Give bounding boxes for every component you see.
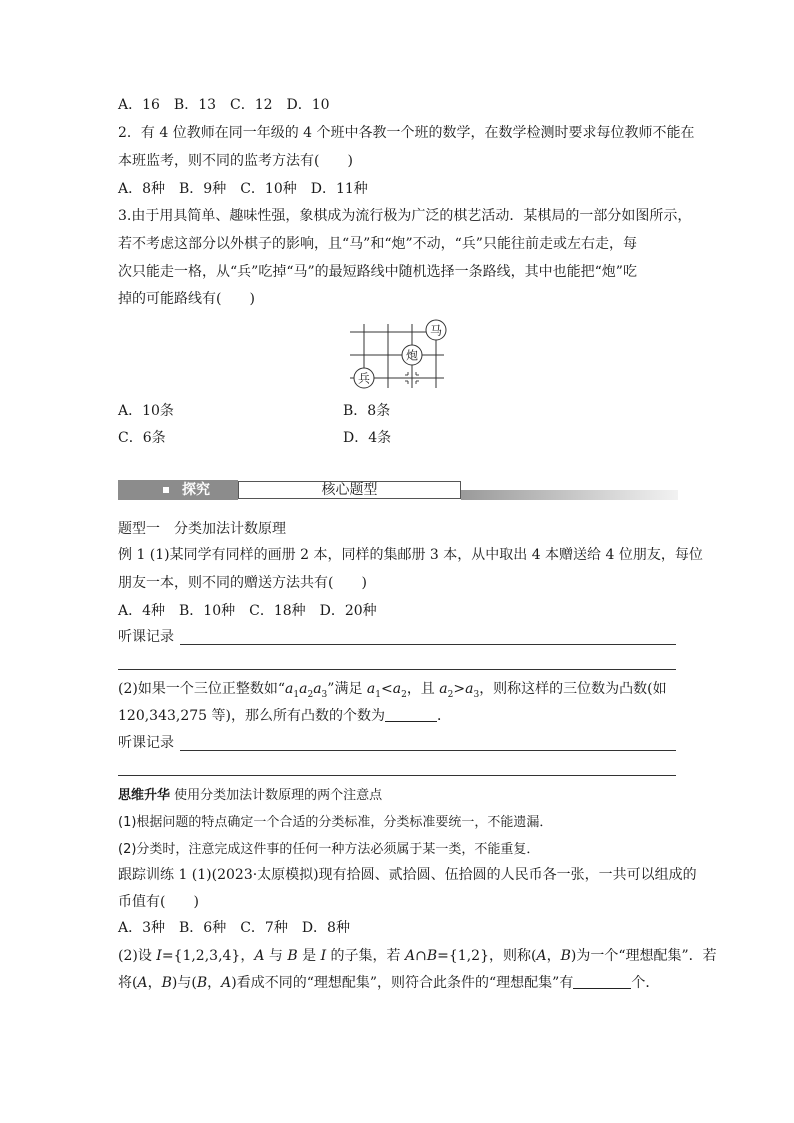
p2-text-b: ={1,2,3,4}， — [161, 948, 255, 964]
ex2-text-a: (2)如果一个三位正整数如“ — [118, 681, 285, 697]
ex2-line2-text: 120,343,275 等)，那么所有凸数的个数为 — [118, 708, 385, 724]
q3-option-b: B．8条 — [343, 403, 391, 419]
q3-line3: 次只能走一格，从“兵”吃掉“马”的最短路线中随机选择一条路线，其中也能把“炮”吃 — [118, 264, 637, 280]
q3-option-c: C．6条 — [118, 430, 166, 446]
q3-line2: 若不考虑这部分以外棋子的影响，且“马”和“炮”不动，“兵”只能往前走或左右走，每 — [118, 236, 637, 252]
soldier-label: 兵 — [357, 371, 371, 386]
cannon-piece — [402, 345, 422, 365]
q3-line4: 掉的可能路线有( ) — [118, 291, 255, 307]
ex2-text-b: ”满足 — [327, 681, 367, 697]
ex2-text-c: ，且 — [406, 681, 440, 697]
p2-line2-b: )与( — [171, 975, 197, 991]
p2-text-e: 的子集，若 — [326, 948, 406, 964]
soldier-piece — [354, 368, 374, 388]
note-line — [180, 750, 676, 751]
thinking-point-2: (2)分类时，注意完成这件事的任何一种方法必须属于某一类，不能重复． — [118, 842, 540, 857]
chess-board-svg — [342, 318, 452, 394]
q3-line1: 3.由于用具简单、趣味性强，象棋成为流行极为广泛的棋艺活动．某棋局的一部分如图所示， — [118, 208, 692, 224]
p2-text-a: (2)设 — [118, 948, 157, 964]
banner-fade-bar — [461, 490, 678, 500]
math-a1a2a3: a — [285, 681, 294, 697]
p2-line2-d: 个． — [631, 975, 660, 991]
ex2-text-d: ，则称这样的三位数为凸数(如 — [479, 681, 667, 697]
example1-part2-line1: (2)如果一个三位正整数如“$a_1a_2a_3$”满足 $a_1<a_2$，且 $a_2>a_3$，则称这样的三位数为凸数(如 — [118, 681, 667, 700]
answer-blank[interactable] — [573, 974, 631, 989]
p2-text-c: 与 — [264, 948, 288, 964]
p2-text-f: ={1,2}，则称( — [437, 948, 537, 964]
p2-line2-c: )看成不同的“理想配集”，则符合此条件的“理想配集”有 — [231, 975, 574, 991]
section-banner — [118, 480, 678, 500]
practice-line1: 跟踪训练 1 (1)(2023·太原模拟)现有拾圆、贰拾圆、伍拾圆的人民币各一张，一共可以组成的 — [118, 867, 697, 883]
example1-line1: 例 1 (1)某同学有同样的画册 2 本，同样的集邮册 3 本，从中取出 4 本赠送给 4 位朋友，每位 — [118, 547, 703, 563]
thinking-label: 思维升华 — [118, 788, 171, 803]
ex2-line2-end: ． — [436, 708, 451, 724]
practice-part2-line2: 将(A，B)与(B，A)看成不同的“理想配集”，则符合此条件的“理想配集”有 个． — [118, 975, 660, 991]
section-heading: 题型一 分类加法计数原理 — [118, 521, 286, 537]
example1-options: A．4种 B．10种 C．18种 D．20种 — [118, 603, 377, 619]
answer-blank[interactable] — [385, 707, 437, 722]
horse-piece — [426, 320, 446, 340]
q3-option-a: A．10条 — [118, 403, 174, 419]
q1-options: A．16 B．13 C．12 D．10 — [118, 97, 330, 113]
thinking-subtitle: 使用分类加法计数原理的两个注意点 — [174, 788, 383, 803]
banner-square-icon — [163, 487, 169, 493]
practice-part2-line1: (2)设 I={1,2,3,4}，A 与 B 是 I 的子集，若 A∩B={1,2}，则称(A，B)为一个“理想配集”．若 — [118, 948, 717, 964]
q3-option-d: D．4条 — [343, 430, 392, 446]
p2-text-g: )为一个“理想配集”．若 — [570, 948, 717, 964]
example1-line2: 朋友一本，则不同的赠送方法共有( ) — [118, 575, 367, 591]
horse-label: 马 — [429, 323, 443, 338]
example1-part2-line2 — [118, 707, 451, 725]
chess-board-figure — [342, 318, 452, 394]
p2-line2-a: 将( — [118, 975, 138, 991]
thinking-title — [118, 787, 382, 805]
q2-line1: 2．有 4 位教师在同一年级的 4 个班中各教一个班的数学，在数学检测时要求每位教师不能在 — [118, 125, 695, 141]
note-line — [180, 644, 676, 645]
note-label-1: 听课记录 — [118, 629, 174, 645]
cannon-label: 炮 — [405, 348, 419, 363]
practice-options: A．3种 B．6种 C．7种 D．8种 — [118, 920, 350, 936]
thinking-point-1: (1)根据问题的特点确定一个合适的分类标准，分类标准要统一，不能遗漏． — [118, 815, 553, 830]
note-line — [118, 775, 676, 776]
q2-line2: 本班监考，则不同的监考方法有( ) — [118, 153, 353, 169]
banner-dark-block — [118, 480, 238, 500]
practice-line2: 币值有( ) — [118, 894, 199, 910]
p2-text-d: 是 — [297, 948, 321, 964]
note-label-2: 听课记录 — [118, 735, 174, 751]
banner-title: 探究 — [182, 482, 210, 498]
banner-subtitle: 核心题型 — [238, 481, 461, 499]
q2-options: A．8种 B．9种 C．10种 D．11种 — [118, 181, 368, 197]
note-line — [118, 669, 676, 670]
